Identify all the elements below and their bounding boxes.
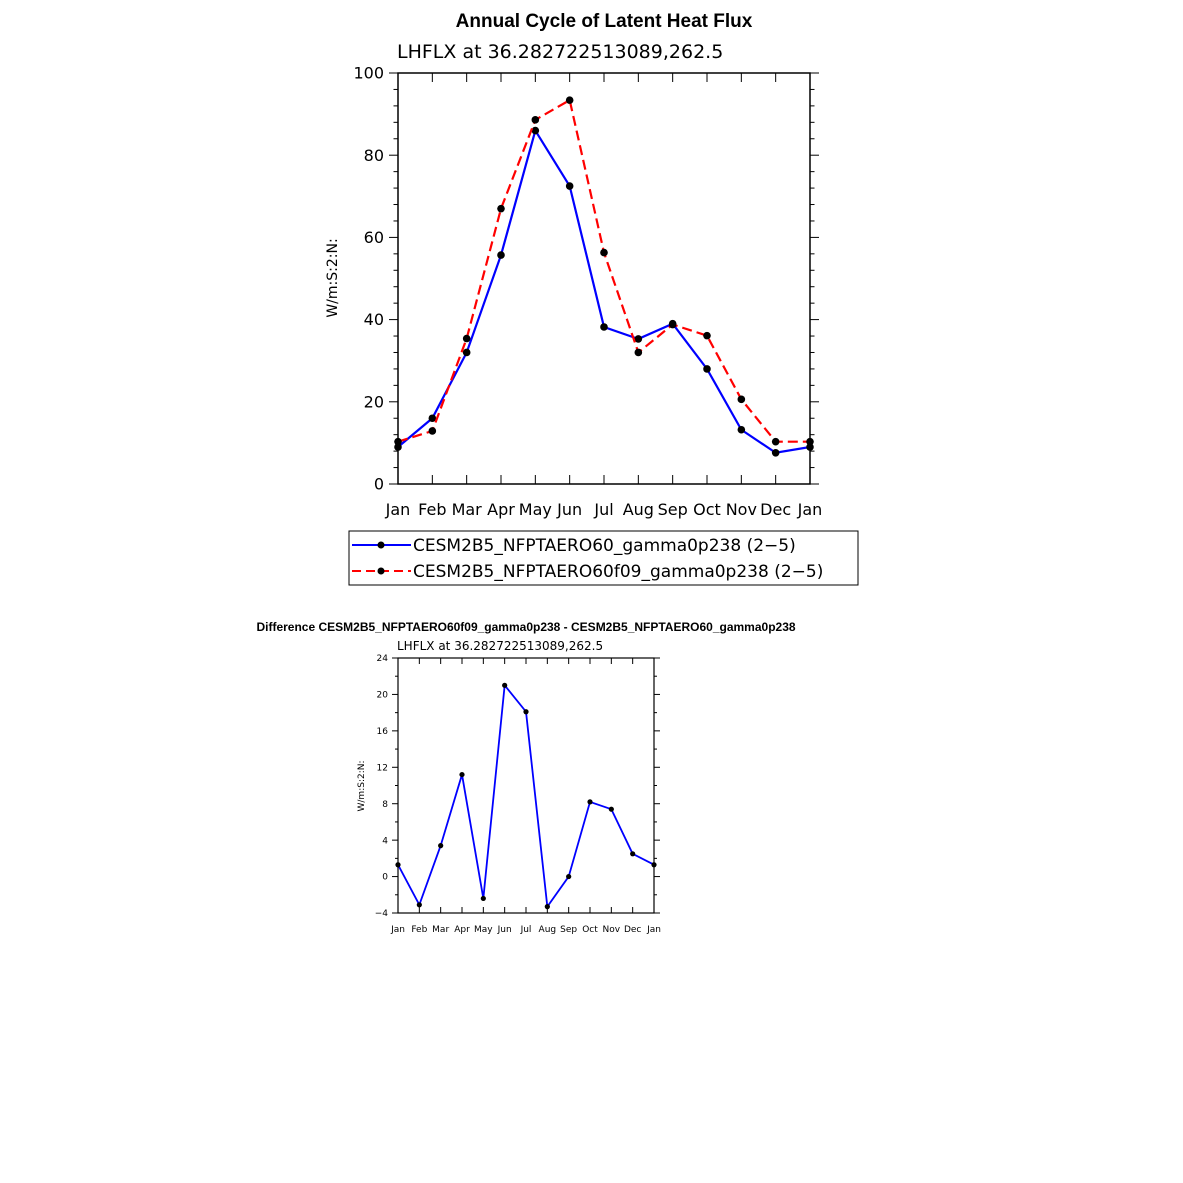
x-tick-label: Oct xyxy=(582,925,598,935)
chart2-y-axis-label: W/m:S:2:N: xyxy=(357,760,367,812)
chart1-series-2-point xyxy=(532,116,540,124)
chart1-series-1-point xyxy=(463,349,471,357)
legend-marker-series-1 xyxy=(378,542,385,549)
x-tick-label: Oct xyxy=(693,500,721,519)
x-tick-label: May xyxy=(474,925,493,935)
y-tick-label: 0 xyxy=(382,872,388,883)
chart1-series-1-point xyxy=(703,365,711,373)
chart1-series-2-point xyxy=(600,249,608,257)
y-tick-label: 40 xyxy=(363,310,384,330)
chart2-series-1-point xyxy=(523,709,528,714)
chart2-series-1-point xyxy=(630,851,635,856)
y-tick-label: 16 xyxy=(376,727,388,738)
chart1-series-2-point xyxy=(738,396,746,404)
chart2-series-1-point xyxy=(566,874,571,879)
x-tick-label: Jul xyxy=(594,500,614,519)
x-tick-label: Dec xyxy=(760,500,792,519)
x-tick-label: Mar xyxy=(451,500,482,519)
chart1-series-2-point xyxy=(703,332,711,340)
chart2-series-1-point xyxy=(587,799,592,804)
y-tick-label: 4 xyxy=(382,836,388,847)
x-tick-label: Jan xyxy=(385,500,411,519)
y-tick-label: 60 xyxy=(363,228,384,247)
y-tick-label: 12 xyxy=(376,763,388,774)
chart2-series-1-point xyxy=(417,902,422,907)
chart1-series-1-point xyxy=(772,449,780,457)
chart2-series-1-point xyxy=(481,896,486,901)
x-tick-label: Dec xyxy=(623,925,642,935)
x-tick-label: Nov xyxy=(602,925,621,935)
x-tick-label: Feb xyxy=(418,500,447,519)
x-tick-label: Jun xyxy=(497,925,512,935)
x-tick-label: Jun xyxy=(557,500,583,519)
chart1-series-2-point xyxy=(463,335,471,343)
chart1-series-2-point xyxy=(772,438,780,446)
chart1-series-1-point xyxy=(532,127,540,135)
x-tick-label: Apr xyxy=(454,925,470,935)
chart1-series-1-point xyxy=(738,426,746,434)
x-tick-label: Mar xyxy=(432,925,450,935)
y-tick-label: 20 xyxy=(363,392,384,412)
y-tick-label: 20 xyxy=(376,690,388,701)
chart1-legend xyxy=(349,531,858,585)
chart1-series-1-point xyxy=(497,251,505,259)
chart2-series-1-point xyxy=(609,807,614,812)
chart1-subtitle: LHFLX at 36.282722513089,262.5 xyxy=(397,41,724,63)
chart1-series-2-point xyxy=(566,96,574,104)
x-tick-label: Aug xyxy=(622,500,654,519)
y-tick-label: 24 xyxy=(376,654,388,665)
x-tick-label: Jul xyxy=(520,925,532,935)
chart1-series-2-point xyxy=(429,427,437,435)
chart1-y-axis-label: W/m:S:2:N: xyxy=(325,238,341,318)
x-tick-label: Nov xyxy=(725,500,757,519)
legend-label-series-2: CESM2B5_NFPTAERO60f09_gamma0p238 (2−5) xyxy=(413,562,824,582)
x-tick-label: Jan xyxy=(647,925,661,935)
x-tick-label: Feb xyxy=(411,925,428,935)
x-tick-label: Jan xyxy=(797,500,823,519)
x-tick-label: Jan xyxy=(391,925,405,935)
y-tick-label: 100 xyxy=(353,63,384,83)
chart1-series-2-point xyxy=(635,349,643,357)
x-tick-label: Aug xyxy=(538,925,557,935)
chart2-series-1-point xyxy=(438,843,443,848)
chart1-series-1-point xyxy=(600,323,608,331)
chart1-series-2-point xyxy=(497,205,505,213)
x-tick-label: Sep xyxy=(560,925,578,935)
chart2-title: Difference CESM2B5_NFPTAERO60f09_gamma0p238 - CESM2B5_NFPTAERO60_gamma0p238 xyxy=(256,620,796,634)
x-tick-label: May xyxy=(518,500,552,519)
chart2-series-1-point xyxy=(459,772,464,777)
x-tick-label: Sep xyxy=(657,500,688,519)
chart1-series-1-point xyxy=(566,182,574,190)
legend-marker-series-2 xyxy=(378,568,385,575)
chart2-subtitle: LHFLX at 36.282722513089,262.5 xyxy=(397,639,604,653)
chart2-series-1-point xyxy=(502,683,507,688)
legend-label-series-1: CESM2B5_NFPTAERO60_gamma0p238 (2−5) xyxy=(413,536,796,556)
y-tick-label: 8 xyxy=(382,799,388,810)
chart1-series-2-point xyxy=(669,321,677,329)
y-tick-label: 0 xyxy=(373,474,384,494)
x-tick-label: Apr xyxy=(487,500,515,519)
y-tick-label: −4 xyxy=(374,909,388,920)
y-tick-label: 80 xyxy=(363,145,384,165)
chart1-title: Annual Cycle of Latent Heat Flux xyxy=(455,11,753,32)
